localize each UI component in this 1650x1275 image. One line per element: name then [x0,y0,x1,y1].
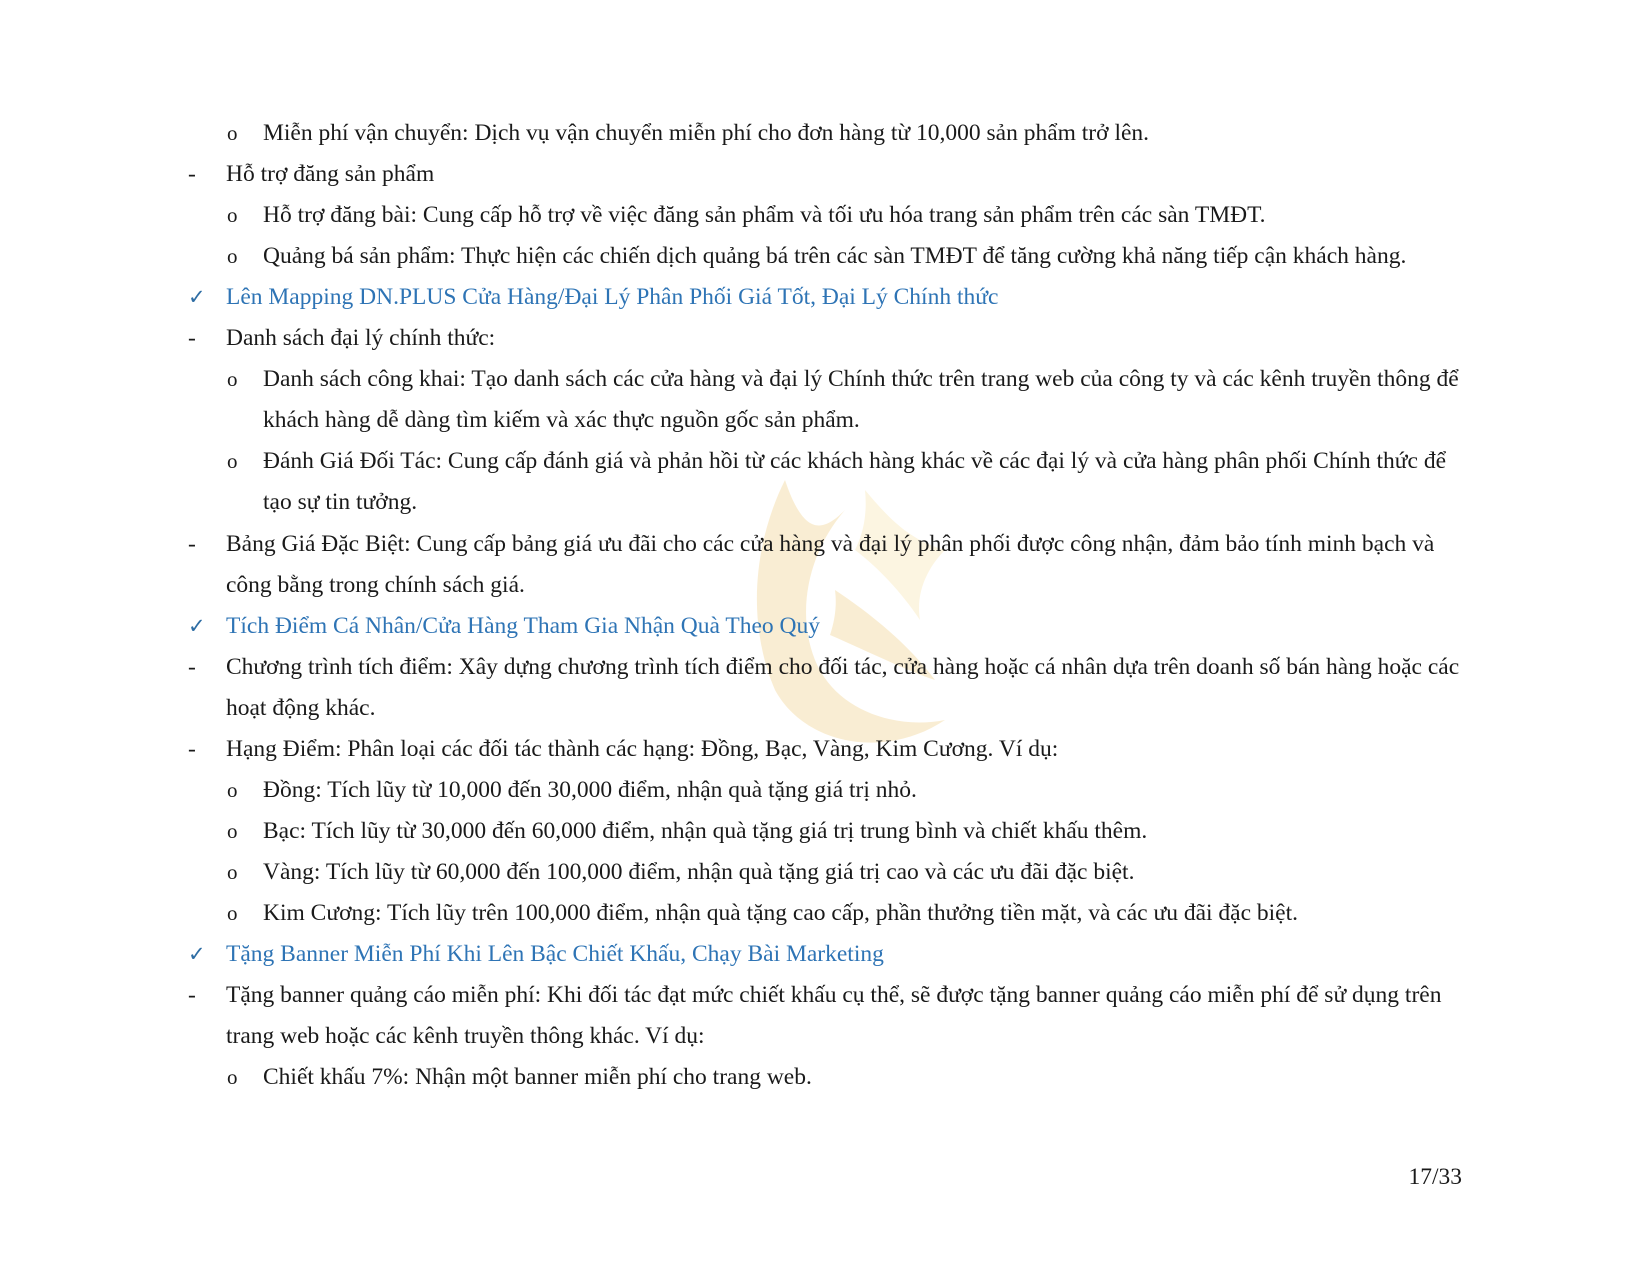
dash-bullet: - [188,530,196,557]
list-item [0,646,1650,689]
circle-bullet: o [227,1065,238,1090]
line-text: Hỗ trợ đăng sản phẩm [226,161,435,188]
line-text: Chiết khấu 7%: Nhận một banner miễn phí cho trang web. [263,1064,812,1091]
circle-bullet: o [227,121,238,145]
dash-bullet: - [188,982,196,1009]
line-text: Hỗ trợ đăng bài: Cung cấp hỗ trợ về việc đăng sản phẩm và tối ưu hóa trang sản phẩm trên các sàn TMĐT. [263,202,1266,229]
continuation-line [0,481,1650,524]
line-text: Bạc: Tích lũy từ 30,000 đến 60,000 điểm, nhận quà tặng giá trị trung bình và chiết khấu thêm. [263,817,1148,844]
line-text: Danh sách đại lý chính thức: [226,325,496,352]
checkmark-icon: ✓ [188,285,206,310]
circle-bullet: o [227,859,238,884]
page-number: 17/33 [1408,1164,1462,1190]
line-text: hoạt động khác. [226,694,376,721]
line-text: Tặng banner quảng cáo miễn phí: Khi đối tác đạt mức chiết khấu cụ thể, sẽ được tặng banner quảng cáo miễn phí để sử dụng trên [226,982,1442,1009]
line-text: Chương trình tích điểm: Xây dựng chương trình tích điểm cho đối tác, cửa hàng hoặc cá nhân dựa trên doanh số bán hàng hoặc các [226,653,1460,680]
list-item [0,317,1650,360]
dash-bullet: - [188,735,196,762]
line-text: khách hàng dễ dàng tìm kiếm và xác thực nguồn gốc sản phẩm. [263,407,860,434]
list-item [0,728,1650,771]
list-item [0,974,1650,1017]
line-text: Tặng Banner Miễn Phí Khi Lên Bậc Chiết Khấu, Chạy Bài Marketing [226,941,884,967]
list-item [0,153,1650,196]
list-item [0,194,1650,237]
line-text: Đánh Giá Đối Tác: Cung cấp đánh giá và phản hồi từ các khách hàng khác về các đại lý và cửa hàng phân phối Chính thức để [263,448,1447,475]
checkmark-icon: ✓ [188,613,206,638]
line-text: Miễn phí vận chuyển: Dịch vụ vận chuyển miễn phí cho đơn hàng từ 10,000 sản phẩm trở lên. [263,120,1150,146]
list-item [0,235,1650,278]
list-item [0,358,1650,401]
line-text: Bảng Giá Đặc Biệt: Cung cấp bảng giá ưu đãi cho các cửa hàng và đại lý phân phối được công nhận, đảm bảo tính minh bạch và [226,530,1435,557]
continuation-line [0,687,1650,730]
list-item [0,112,1650,155]
line-text: Danh sách công khai: Tạo danh sách các cửa hàng và đại lý Chính thức trên trang web của công ty và các kênh truyền thông để [263,366,1459,393]
circle-bullet: o [227,818,238,843]
continuation-line [0,564,1650,607]
line-text: Hạng Điểm: Phân loại các đối tác thành các hạng: Đồng, Bạc, Vàng, Kim Cương. Ví dụ: [226,735,1059,762]
section-heading [0,276,1650,319]
circle-bullet: o [227,367,238,392]
line-text: trang web hoặc các kênh truyền thông khác. Ví dụ: [226,1023,705,1050]
line-text: Vàng: Tích lũy từ 60,000 đến 100,000 điểm, nhận quà tặng giá trị cao và các ưu đãi đặc biệt. [263,858,1135,885]
line-text: Đồng: Tích lũy từ 10,000 đến 30,000 điểm, nhận quà tặng giá trị nhỏ. [263,776,917,803]
circle-bullet: o [227,244,238,269]
circle-bullet: o [227,777,238,802]
line-text: Tích Điểm Cá Nhân/Cửa Hàng Tham Gia Nhận Quà Theo Quý [226,612,821,639]
line-text: tạo sự tin tưởng. [263,489,418,516]
list-item [0,769,1650,812]
dash-bullet: - [188,325,196,352]
checkmark-icon: ✓ [188,942,206,966]
dash-bullet: - [188,653,196,680]
line-text: Lên Mapping DN.PLUS Cửa Hàng/Đại Lý Phân Phối Giá Tốt, Đại Lý Chính thức [226,284,999,311]
section-heading [0,933,1650,976]
list-item [0,892,1650,935]
continuation-line [0,1015,1650,1058]
section-heading [0,605,1650,648]
circle-bullet: o [227,900,238,925]
continuation-line [0,399,1650,442]
list-item [0,440,1650,483]
circle-bullet: o [227,203,238,228]
list-item [0,810,1650,853]
list-item [0,523,1650,566]
circle-bullet: o [227,449,238,474]
list-item [0,1056,1650,1099]
line-text: Quảng bá sản phẩm: Thực hiện các chiến dịch quảng bá trên các sàn TMĐT để tăng cường khả năng tiếp cận khách hàng. [263,243,1407,270]
line-text: Kim Cương: Tích lũy trên 100,000 điểm, nhận quà tặng cao cấp, phần thưởng tiền mặt, và các ưu đãi đặc biệt. [263,899,1298,926]
dash-bullet: - [188,161,196,188]
line-text: công bằng trong chính sách giá. [226,571,525,598]
list-item [0,851,1650,894]
